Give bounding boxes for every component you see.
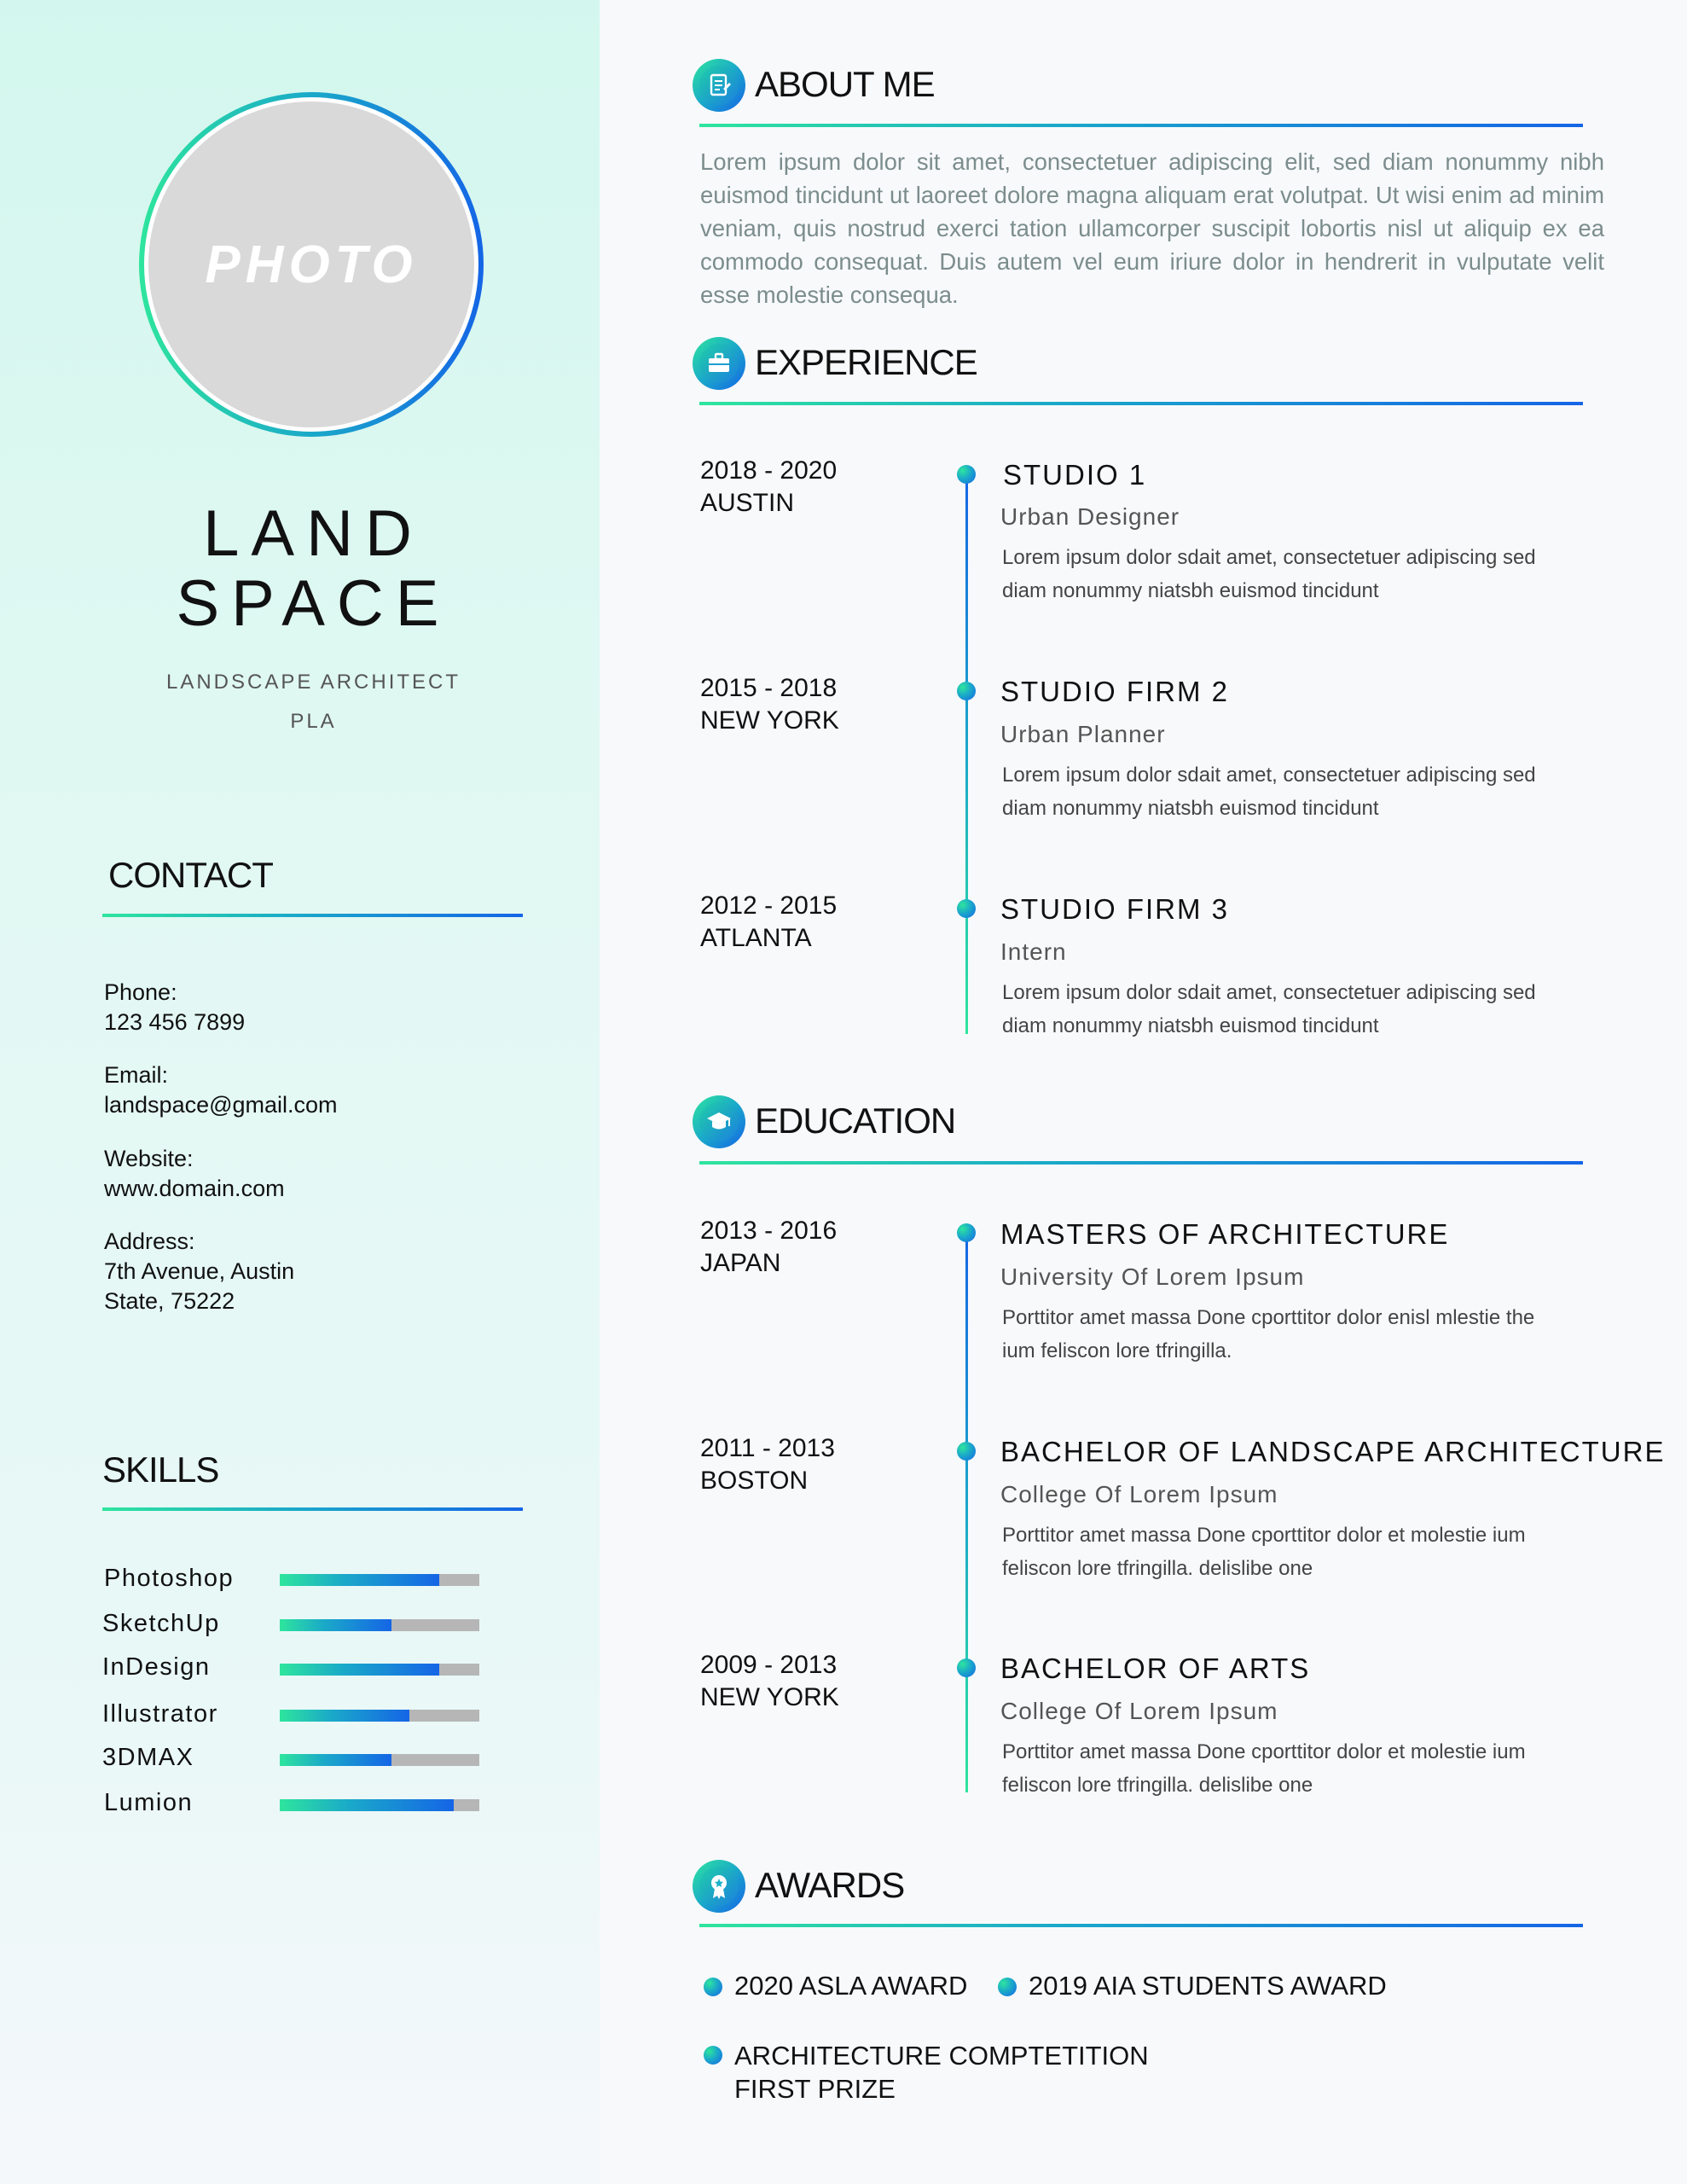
photo-placeholder — [148, 102, 474, 427]
education-desc-line-1: Porttitor amet massa Done cporttitor dolor enisl mlestie the — [1002, 1306, 1535, 1329]
experience-rule — [699, 402, 1583, 405]
experience-company: STUDIO FIRM 2 — [1000, 676, 1230, 707]
skill-name: Photoshop — [104, 1565, 235, 1592]
skills-rule — [102, 1507, 523, 1511]
email-label: Email: — [104, 1062, 169, 1088]
experience-desc-line-1: Lorem ipsum dolor sdait amet, consectetuer adipiscing sed — [1002, 764, 1536, 787]
award-item-line-2: FIRST PRIZE — [734, 2074, 896, 2104]
skill-name: Lumion — [104, 1789, 194, 1816]
degree-title: BACHELOR OF LANDSCAPE ARCHITECTURE — [1000, 1436, 1666, 1467]
school-name: University Of Lorem Ipsum — [1000, 1263, 1305, 1290]
skill-bar — [280, 1754, 479, 1766]
skill-bar-fill — [280, 1664, 439, 1676]
award-item: 2020 ASLA AWARD — [734, 1971, 968, 2001]
skill-bar — [280, 1619, 479, 1631]
experience-role: Intern — [1000, 938, 1067, 965]
name-last: SPACE — [176, 567, 451, 640]
experience-location: AUSTIN — [700, 489, 795, 517]
experience-location: ATLANTA — [700, 924, 812, 952]
school-name: College Of Lorem Ipsum — [1000, 1698, 1278, 1724]
job-title: LANDSCAPE ARCHITECT — [165, 671, 461, 694]
education-years: 2011 - 2013 — [700, 1434, 835, 1462]
timeline-dot — [957, 682, 976, 700]
timeline-dot — [957, 1658, 976, 1677]
sidebar — [0, 0, 600, 2184]
skill-bar-fill — [280, 1754, 391, 1766]
contact-heading: CONTACT — [108, 855, 273, 895]
education-rule — [699, 1161, 1583, 1165]
timeline-dot — [957, 1223, 976, 1242]
skill-bar — [280, 1664, 479, 1676]
timeline-dot — [957, 899, 976, 918]
skill-bar — [280, 1574, 479, 1586]
school-name: College Of Lorem Ipsum — [1000, 1481, 1278, 1507]
address-line-1: 7th Avenue, Austin — [104, 1258, 295, 1284]
credential: PLA — [290, 710, 337, 733]
education-desc-line-1: Porttitor amet massa Done cporttitor dolor et molestie ium — [1002, 1740, 1526, 1763]
award-item: 2019 AIA STUDENTS AWARD — [1029, 1971, 1387, 2001]
email-value[interactable]: landspace@gmail.com — [104, 1092, 338, 1118]
phone-label: Phone: — [104, 979, 177, 1005]
skill-bar-fill — [280, 1574, 439, 1586]
skill-bar-fill — [280, 1799, 454, 1811]
skill-bar-fill — [280, 1710, 409, 1722]
education-desc-line-2: feliscon lore tfringilla. delislibe one — [1002, 1774, 1313, 1797]
contact-rule — [102, 914, 523, 917]
education-desc-line-1: Porttitor amet massa Done cporttitor dolor et molestie ium — [1002, 1524, 1526, 1547]
education-years: 2009 - 2013 — [700, 1651, 838, 1679]
experience-heading: EXPERIENCE — [755, 342, 977, 382]
experience-role: Urban Designer — [1000, 503, 1180, 530]
skill-bar — [280, 1799, 479, 1811]
skill-name: Illustrator — [102, 1700, 218, 1728]
website-value[interactable]: www.domain.com — [104, 1176, 285, 1201]
timeline-dot — [957, 465, 976, 484]
skill-bar — [280, 1710, 479, 1722]
experience-desc-line-1: Lorem ipsum dolor sdait amet, consectetuer adipiscing sed — [1002, 981, 1536, 1004]
about-rule — [699, 124, 1583, 127]
address-line-2: State, 75222 — [104, 1288, 235, 1314]
degree-title: BACHELOR OF ARTS — [1000, 1653, 1311, 1684]
address-label: Address: — [104, 1228, 195, 1254]
award-bullet — [704, 1978, 722, 1996]
experience-desc-line-2: diam nonummy niatsbh euismod tincidunt — [1002, 1014, 1379, 1037]
experience-desc-line-1: Lorem ipsum dolor sdait amet, consectetuer adipiscing sed — [1002, 546, 1536, 569]
education-desc-line-2: feliscon lore tfringilla. delislibe one — [1002, 1557, 1313, 1580]
award-ribbon-icon — [693, 1860, 745, 1913]
education-heading: EDUCATION — [755, 1101, 956, 1141]
experience-years: 2015 - 2018 — [700, 674, 838, 702]
education-location: JAPAN — [700, 1249, 781, 1277]
education-years: 2013 - 2016 — [700, 1217, 838, 1245]
briefcase-icon — [693, 337, 745, 390]
phone-value[interactable]: 123 456 7899 — [104, 1009, 246, 1035]
award-bullet — [998, 1978, 1017, 1996]
experience-desc-line-2: diam nonummy niatsbh euismod tincidunt — [1002, 797, 1379, 820]
experience-desc-line-2: diam nonummy niatsbh euismod tincidunt — [1002, 579, 1379, 602]
education-location: BOSTON — [700, 1467, 809, 1495]
website-label: Website: — [104, 1146, 194, 1171]
awards-heading: AWARDS — [755, 1865, 905, 1905]
experience-company: STUDIO FIRM 3 — [1000, 893, 1230, 925]
about-text: Lorem ipsum dolor sit amet, consectetuer adipiscing elit, sed diam nonummy nibh euismod tincidunt ut laoreet dolore magna aliquam erat volutpat. Ut wisi enim ad minim veniam, quis nostrud exerci tation ullamcorper suscipit lobortis nisl ut aliquip ex ea commodo consequat. Duis autem vel eum iriure dolor in hendrerit in vulputate velit esse molestie consequa. — [700, 148, 1604, 308]
degree-title: MASTERS OF ARCHITECTURE — [1000, 1218, 1450, 1250]
skill-name: 3DMAX — [102, 1744, 194, 1771]
name-first: LAND — [203, 497, 424, 570]
skill-name: SketchUp — [102, 1610, 220, 1637]
education-location: NEW YORK — [700, 1683, 839, 1711]
document-icon — [693, 59, 745, 112]
experience-role: Urban Planner — [1000, 721, 1166, 747]
photo-label: PHOTO — [205, 235, 418, 294]
education-desc-line-2: ium feliscon lore tfringilla. — [1002, 1339, 1232, 1362]
experience-company: STUDIO 1 — [1003, 459, 1147, 491]
about-heading: ABOUT ME — [755, 64, 935, 104]
experience-years: 2018 - 2020 — [700, 456, 838, 485]
skill-name: InDesign — [102, 1653, 211, 1681]
experience-years: 2012 - 2015 — [700, 892, 838, 920]
skills-heading: SKILLS — [102, 1449, 219, 1490]
skill-bar-fill — [280, 1619, 391, 1631]
education-timeline — [965, 1232, 968, 1792]
awards-rule — [699, 1924, 1583, 1927]
timeline-dot — [957, 1442, 976, 1461]
graduation-cap-icon — [693, 1095, 745, 1148]
award-bullet — [704, 2046, 722, 2065]
experience-timeline — [965, 473, 968, 1034]
experience-location: NEW YORK — [700, 706, 839, 735]
award-item: ARCHITECTURE COMPTETITION — [734, 2041, 1149, 2071]
